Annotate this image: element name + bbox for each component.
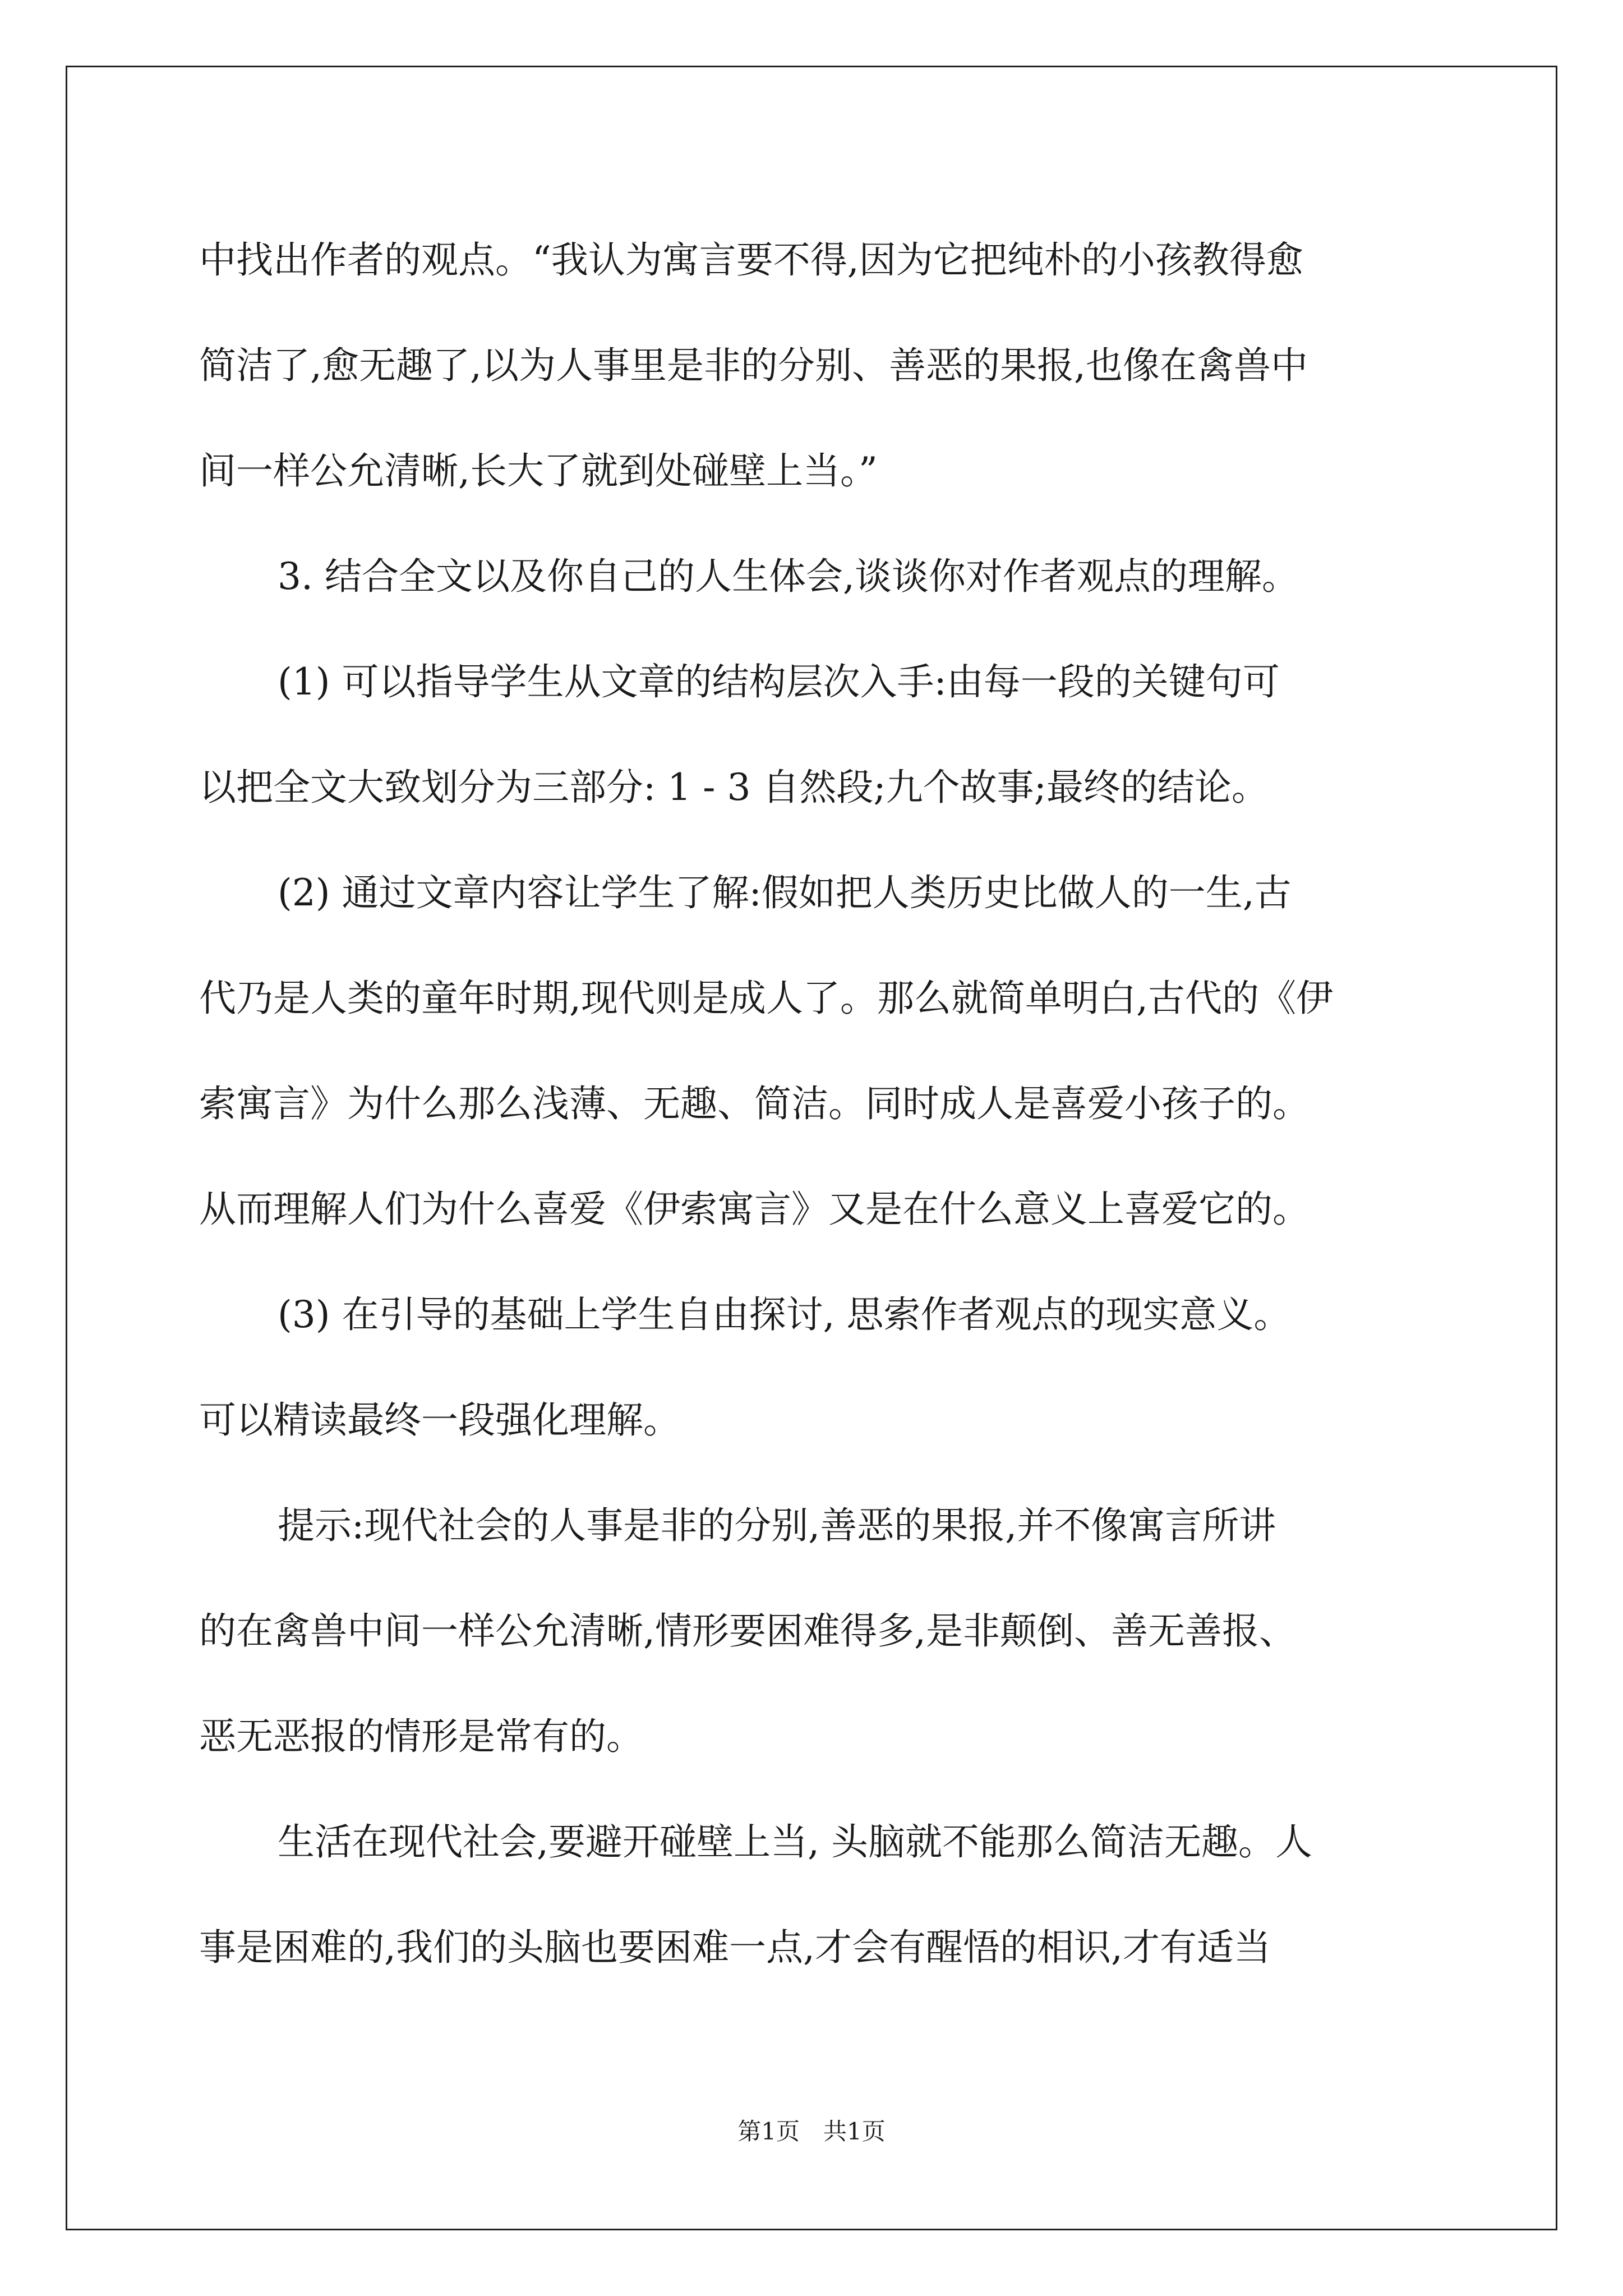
text-line-8: 代乃是人类的童年时期,现代则是成人了。那么就简单明白,古代的《伊 <box>199 977 1333 1020</box>
text-line-6: 以把全文大致划分为三部分: 1 - 3 自然段;九个故事;最终的结论。 <box>199 766 1269 809</box>
text-line-10: 从而理解人们为什么喜爱《伊索寓言》又是在什么意义上喜爱它的。 <box>199 1188 1310 1231</box>
text-line-11: (3) 在引导的基础上学生自由探讨, 思索作者观点的现实意义。 <box>278 1293 1291 1336</box>
text-line-16: 生活在现代社会,要避开碰壁上当, 头脑就不能那么简洁无趣。人 <box>278 1820 1312 1864</box>
text-line-3: 间一样公允清晰,长大了就到处碰壁上当。” <box>199 449 878 493</box>
text-line-4: 3. 结合全文以及你自己的人生体会,谈谈你对作者观点的理解。 <box>278 555 1299 598</box>
page-footer: 第1页 共1页 <box>737 2118 886 2145</box>
text-line-9: 索寓言》为什么那么浅薄、无趣、简洁。同时成人是喜爱小孩子的。 <box>199 1082 1310 1125</box>
text-line-5: (1) 可以指导学生从文章的结构层次入手:由每一段的关键句可 <box>278 660 1280 703</box>
document-body <box>199 208 1433 2000</box>
text-line-1: 中找出作者的观点。“我认为寓言要不得,因为它把纯朴的小孩教得愈 <box>199 238 1303 282</box>
text-line-2: 简洁了,愈无趣了,以为人事里是非的分别、善恶的果报,也像在禽兽中 <box>199 344 1308 387</box>
text-line-13: 提示:现代社会的人事是非的分别,善恶的果报,并不像寓言所讲 <box>278 1504 1276 1547</box>
text-line-17: 事是困难的,我们的头脑也要困难一点,才会有醒悟的相识,才有适当 <box>199 1926 1271 1969</box>
text-line-15: 恶无恶报的情形是常有的。 <box>199 1715 643 1758</box>
text-line-12: 可以精读最终一段强化理解。 <box>199 1398 680 1442</box>
text-line-14: 的在禽兽中间一样公允清晰,情形要困难得多,是非颠倒、善无善报、 <box>199 1609 1296 1653</box>
text-line-7: (2) 通过文章内容让学生了解:假如把人类历史比做人的一生,古 <box>278 871 1292 914</box>
